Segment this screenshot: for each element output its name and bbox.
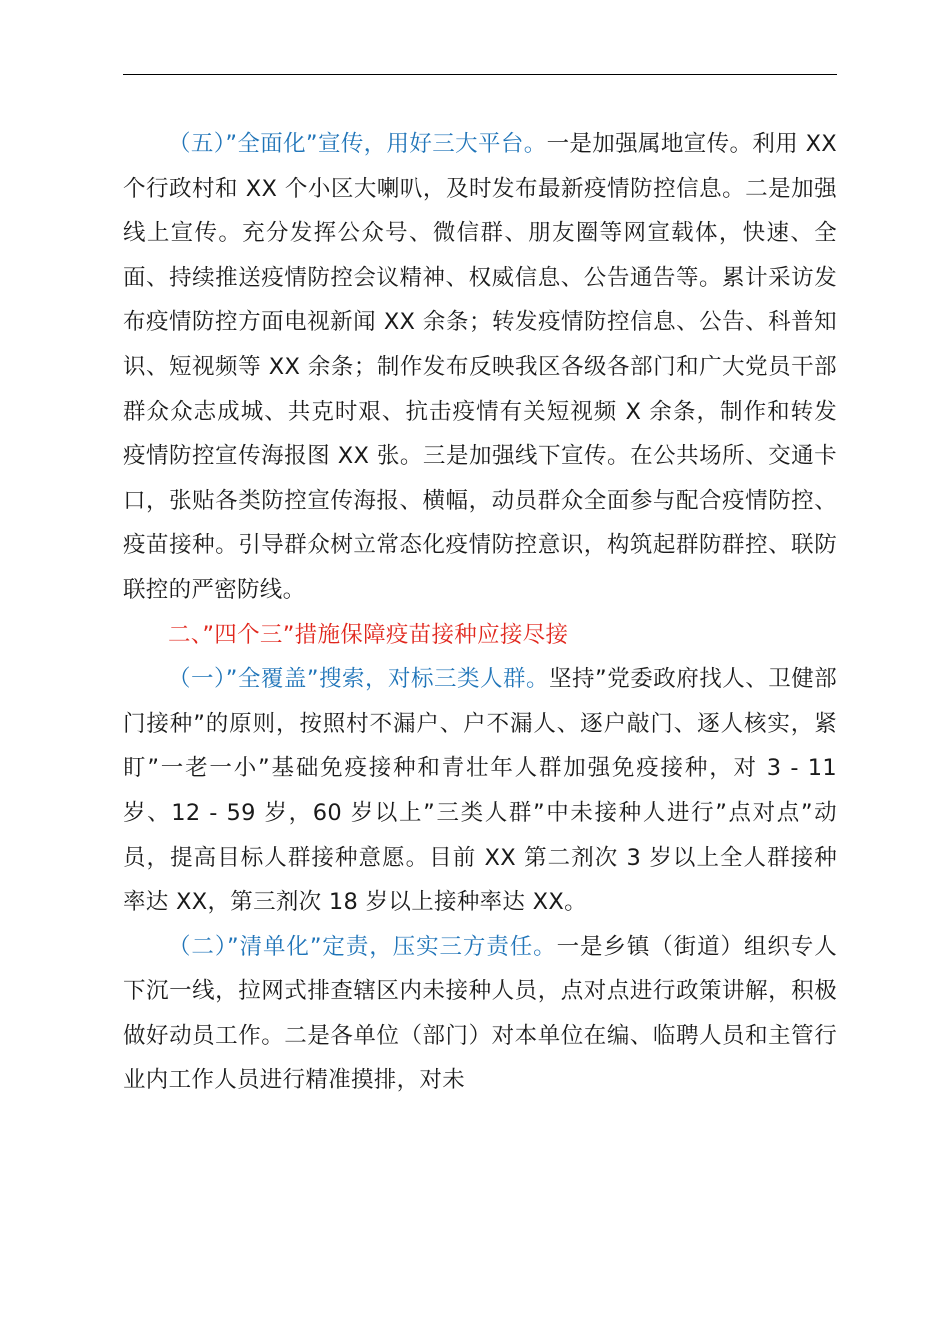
document-body: [123, 122, 837, 1103]
body-coverage: 坚持”党委政府找人、卫健部门接种”的原则，按照村不漏户、户不漏人、逐户敲门、逐人核实，紧盯”一老一小”基础免疫接种和青壮年人群加强免疫接种，对 3 - 11 岁、12 - 59 岁，60 岁以上”三类人群”中未接种人进行”点对点”动员，提高目标人群接种意愿。目前 XX 第二剂次 3 岁以上全人群接种率达 XX，第三剂次 18 岁以上接种率达 XX。: [123, 666, 837, 916]
paragraph-publicity: [123, 122, 837, 613]
section-heading-two: 二、”四个三”措施保障疫苗接种应接尽接: [168, 621, 569, 648]
subheading-responsibility: （二）”清单化”定责，压实三方责任。: [168, 933, 557, 960]
subheading-publicity: （五）”全面化”宣传，用好三大平台。: [168, 131, 547, 157]
paragraph-responsibility: [123, 925, 837, 1103]
subheading-coverage: （一）”全覆盖”搜索，对标三类人群。: [168, 666, 550, 693]
body-publicity: 一是加强属地宣传。利用 XX 个行政村和 XX 个小区大喇叭，及时发布最新疫情防控信息。二是加强线上宣传。充分发挥公众号、微信群、朋友圈等网宣载体，快速、全面、持续推送疫情防控会议精神、权威信息、公告通告等。累计采访发布疫情防控方面电视新闻 XX 余条；转发疫情防控信息、公告、科普知识、短视频等 XX 余条；制作发布反映我区各级各部门和广大党员干部群众众志成城、共克时艰、抗击疫情有关短视频 X 余条，制作和转发疫情防控宣传海报图 XX 张。三是加强线下宣传。在公共场所、交通卡口，张贴各类防控宣传海报、横幅，动员群众全面参与配合疫情防控、疫苗接种。引导群众树立常态化疫情防控意识，构筑起群防群控、联防联控的严密防线。: [123, 131, 837, 603]
paragraph-coverage: [123, 657, 837, 925]
header-rule: [123, 74, 837, 75]
body-responsibility: 一是乡镇（街道）组织专人下沉一线，拉网式排查辖区内未接种人员，点对点进行政策讲解，积极做好动员工作。二是各单位（部门）对本单位在编、临聘人员和主管行业内工作人员进行精准摸排，对未: [123, 933, 837, 1094]
